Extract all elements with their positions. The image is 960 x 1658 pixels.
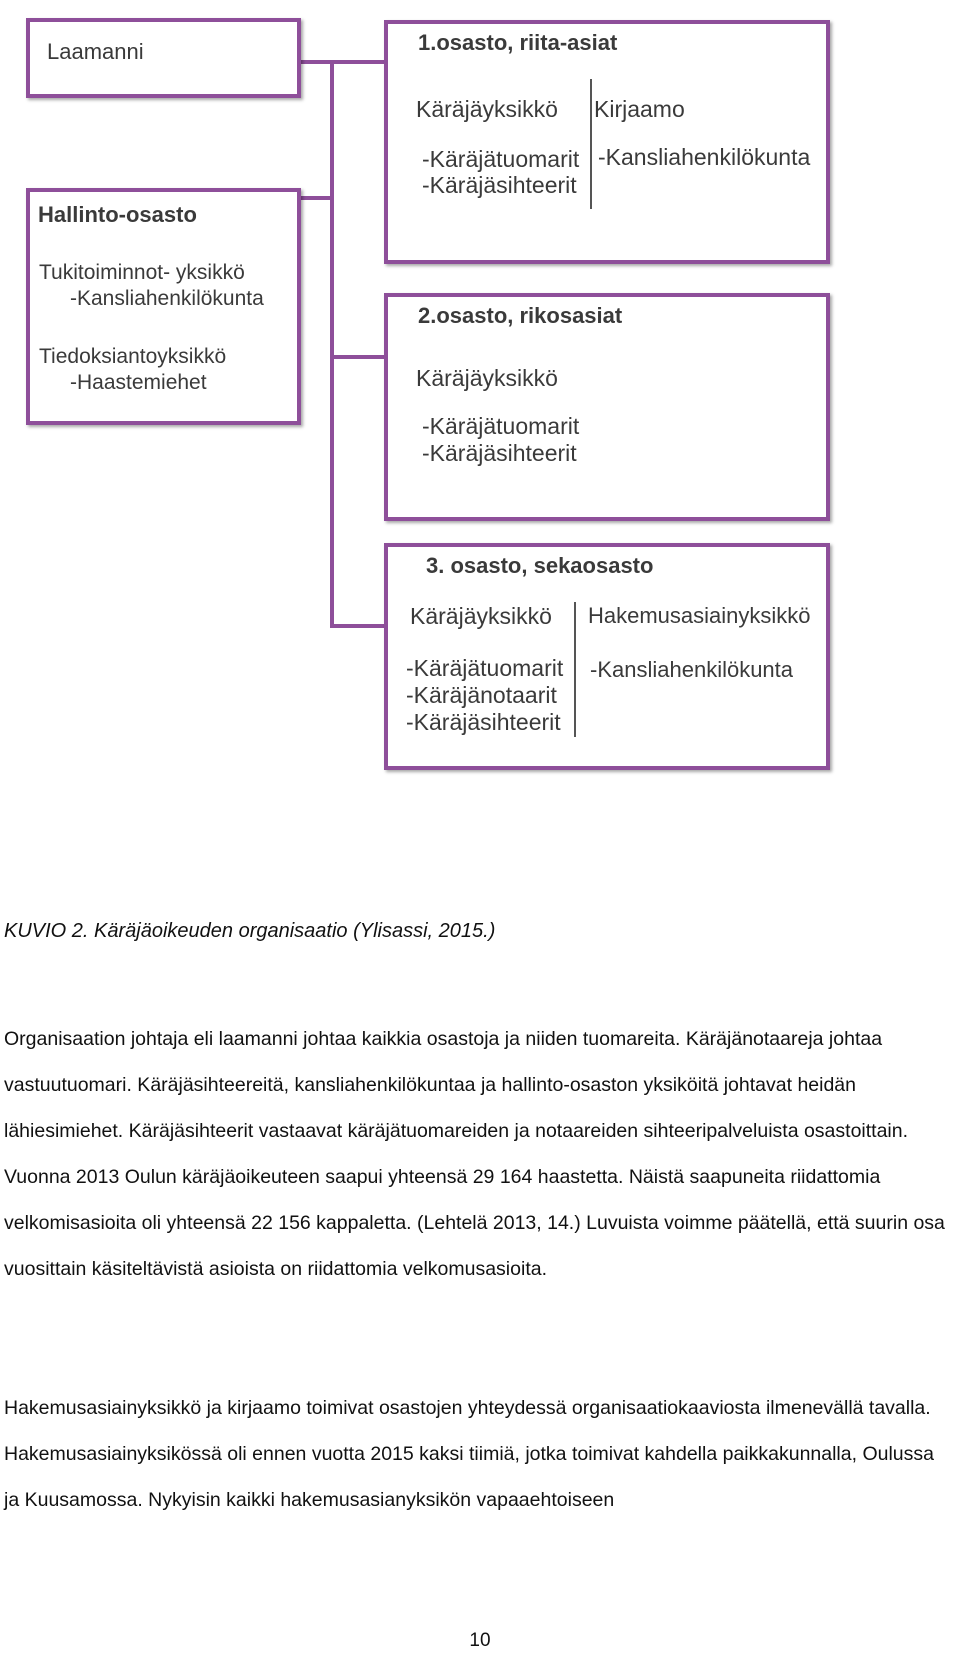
dept3-left-line: -Käräjätuomarit (406, 655, 564, 681)
connector-top-to-dept1 (330, 60, 386, 64)
dept2-line: -Käräjätuomarit (422, 413, 580, 439)
dept1-left-line: -Käräjäsihteerit (422, 172, 577, 198)
dept1-right-line: Kirjaamo (594, 96, 685, 122)
dept3-right-line: -Kansliahenkilökunta (590, 657, 794, 682)
connector-to-dept3 (330, 624, 386, 628)
connector-to-admin (297, 196, 334, 200)
connector-top-left (297, 60, 334, 64)
dept1-left-line: Käräjäyksikkö (416, 96, 558, 122)
dept1-left-line: -Käräjätuomarit (422, 146, 580, 172)
dept3-right-line: Hakemusasiainyksikkö (588, 603, 811, 628)
dept1-separator (590, 79, 592, 209)
dept3-title: 3. osasto, sekaosasto (426, 553, 654, 578)
connector-vertical-main (330, 60, 334, 628)
dept1-title: 1.osasto, riita-asiat (418, 30, 618, 55)
body-paragraph: Organisaation johtaja eli laamanni johtaa kaikkia osastoja ja niiden tuomareita. Käräjänotaareja johtaa vastuutuomari. Käräjäsihteereitä, kansliahenkilökuntaa ja hallinto-osaston yksiköitä johtavat heidän lähiesimiehet. Käräjäsihteerit vastaavat käräjätuomareiden ja notaareiden sihteeripalveluista osastoittain. Vuonna 2013 Oulun käräjäoikeuteen saapui yhteensä 29 164 haastetta. Näistä saapuneita riidattomia velkomisasioita oli yhteensä 22 156 kappaletta. (Lehtelä 2013, 14.) Luvuista voimme päätellä, että suurin osa vuosittain käsiteltävistä asioista on riidattomia velkomusasioita. (4, 1028, 945, 1280)
dept2-line: Käräjäyksikkö (416, 365, 558, 391)
dept3-left-line: -Käräjänotaarit (406, 682, 557, 708)
admin-line: Tukitoiminnot- yksikkö (39, 261, 245, 284)
connector-to-dept2 (330, 355, 386, 359)
dept1-box (384, 20, 830, 264)
dept2-title: 2.osasto, rikosasiat (418, 303, 623, 328)
dept3-box (384, 543, 830, 770)
dept1-right-line: -Kansliahenkilökunta (598, 144, 811, 170)
admin-box (26, 188, 301, 425)
body-paragraph: Hakemusasiainyksikkö ja kirjaamo toimivat osastojen yhteydessä organisaatiokaaviosta ilmenevällä tavalla. Hakemusasiainyksikössä oli ennen vuotta 2015 kaksi tiimiä, jotka toimivat kahdella paikkakunnalla, Oulussa ja Kuusamossa. Nykyisin kaikki hakemusasianyksikön vapaaehtoiseen (4, 1397, 934, 1511)
admin-title: Hallinto-osasto (38, 202, 197, 227)
dept3-separator (574, 602, 576, 737)
page-number: 10 (469, 1630, 491, 1651)
laamanni-box (26, 18, 301, 98)
admin-line: Tiedoksiantoyksikkö (39, 345, 227, 368)
dept3-left-line: Käräjäyksikkö (410, 603, 552, 629)
dept2-line: -Käräjäsihteerit (422, 440, 577, 466)
laamanni-title: Laamanni (47, 39, 144, 64)
admin-line: -Haastemiehet (70, 371, 207, 394)
dept3-left-line: -Käräjäsihteerit (406, 709, 561, 735)
dept2-box (384, 293, 830, 521)
admin-line: -Kansliahenkilökunta (70, 287, 264, 310)
figure-caption: KUVIO 2. Käräjäoikeuden organisaatio (Ylisassi, 2015.) (4, 920, 496, 942)
